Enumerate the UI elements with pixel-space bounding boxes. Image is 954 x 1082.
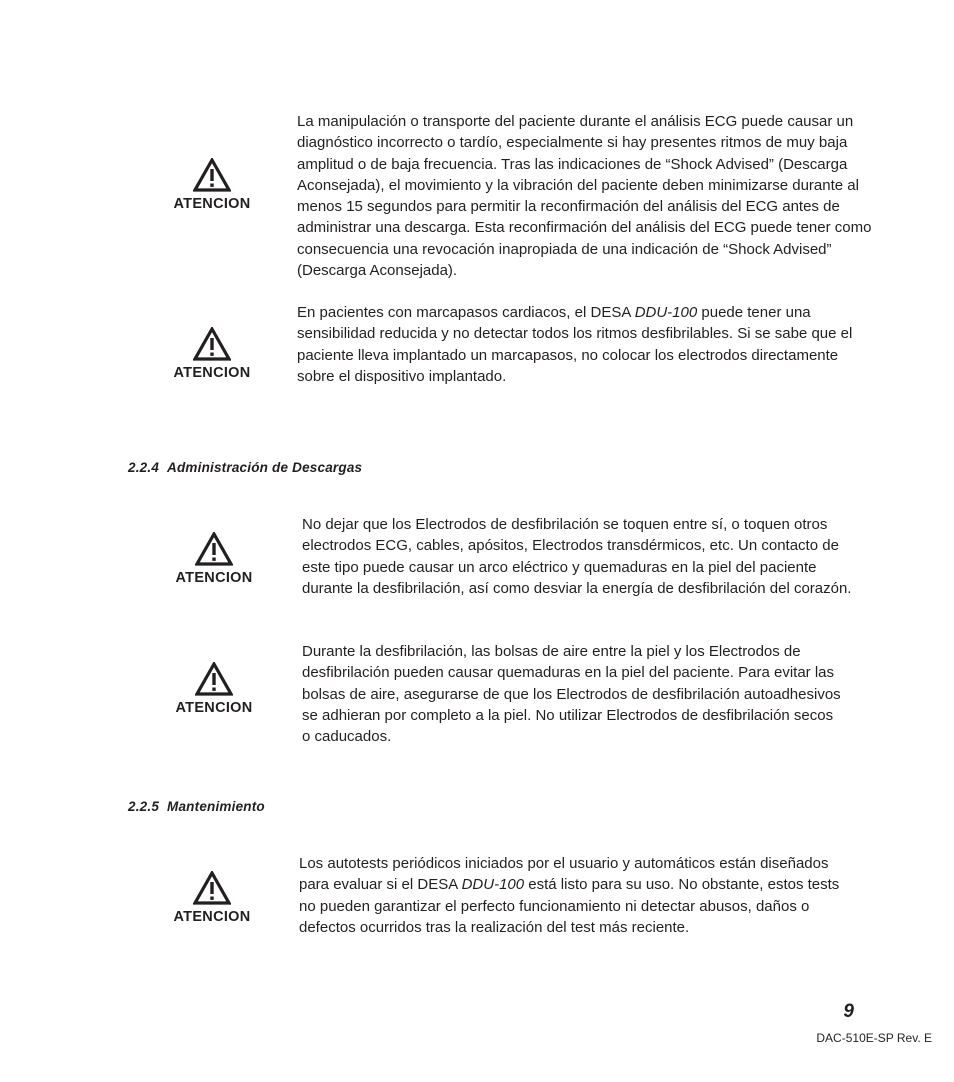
caution-label: ATENCION (175, 700, 253, 716)
product-name: DDU-100 (461, 876, 525, 894)
section-title: Mantenimiento (167, 799, 265, 814)
warning-triangle-icon (193, 871, 231, 905)
product-name: DDU-100 (634, 304, 698, 321)
warning-text-5-a: Los autotests periódicos iniciados por el usuario y automáticos están diseñados para evaluar si el DESA (299, 855, 829, 894)
warning-triangle-icon (193, 327, 231, 361)
document-code: DAC-510E-SP Rev. E (816, 1031, 932, 1045)
warning-text-3: No dejar que los Electrodos de desfibrilación se toquen entre sí, o toquen otros electrodos ECG, cables, apósitos, Electrodos transdérmicos, etc. Un contacto de este tipo puede causar un arco eléctrico y quemaduras en la piel del paciente durante la desfibrilación, así como desviar la energía de desfibrilación del corazón. (302, 516, 852, 597)
warning-text-2-b: puede tener una sensibilidad reducida y no detectar todos los ritmos desfibrilables. Si se sabe que el paciente lleva implantado un marcapasos, no colocar los electrodos directamente sobre el dispositivo implantado. (297, 304, 853, 385)
warning-triangle-icon (193, 158, 231, 192)
warning-text-5 (299, 853, 844, 938)
caution-label: ATENCION (175, 570, 253, 586)
section-heading-2-2-4 (128, 460, 362, 475)
section-number: 2.2.4 (128, 460, 160, 475)
caution-label: ATENCION (173, 196, 251, 212)
caution-block-1 (162, 158, 262, 212)
warning-triangle-icon (195, 662, 233, 696)
warning-text-5-b: está listo para su uso. No obstante, estos tests no pueden garantizar el perfecto funcionamiento ni detectar abusos, daños o defectos ocurridos tras la realización del test más reciente. (299, 876, 840, 936)
warning-text-1: La manipulación o transporte del paciente durante el análisis ECG puede causar un diagnóstico incorrecto o tardío, especialmente si hay presentes ritmos de muy baja amplitud o de baja frecuencia. Tras las indicaciones de “Shock Advised” (Descarga Aconsejada), el movimiento y la vibración del paciente deben minimizarse durante al menos 15 segundos para permitir la reconfirmación del análisis del ECG antes de administrar una descarga. Esta reconfirmación del análisis del ECG puede tener como consecuencia una revocación inapropiada de una indicación de “Shock Advised” (Descarga Aconsejada). (297, 113, 872, 280)
warning-text-2 (297, 302, 857, 387)
warning-triangle-icon (195, 532, 233, 566)
warning-text-4: Durante la desfibrilación, las bolsas de aire entre la piel y los Electrodos de desfibrilación pueden causar quemaduras en la piel del paciente. Para evitar las bolsas de aire, asegurarse de que los Electrodos de desfibrilación autoadhesivos se adhieran por completo a la piel. No utilizar Electrodos de desfibrilación secos o caducados. (302, 643, 841, 746)
caution-block-2 (162, 327, 262, 381)
caution-block-4 (164, 662, 264, 716)
section-heading-2-2-5 (128, 799, 265, 814)
page-number: 9 (843, 1001, 854, 1022)
caution-block-3 (164, 532, 264, 586)
caution-block-5 (162, 871, 262, 925)
section-number: 2.2.5 (128, 799, 160, 814)
caution-label: ATENCION (173, 909, 251, 925)
caution-label: ATENCION (173, 365, 251, 381)
warning-text-2-a: En pacientes con marcapasos cardiacos, el DESA (297, 304, 635, 321)
section-title: Administración de Descargas (167, 460, 363, 475)
